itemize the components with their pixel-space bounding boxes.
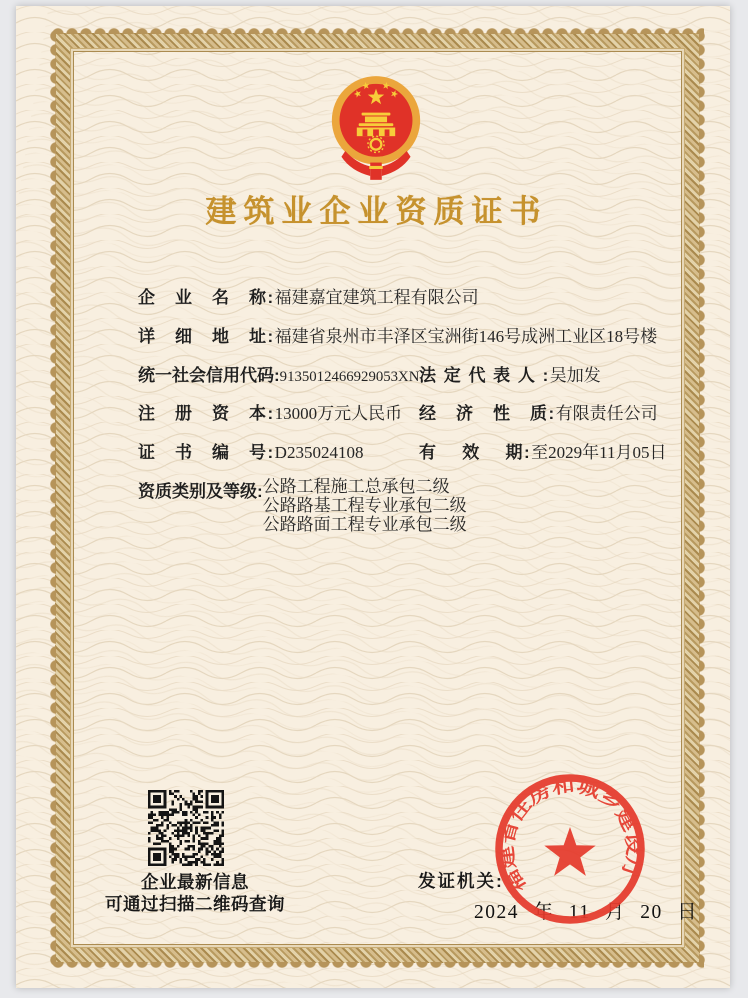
- frame-scallop-right: [699, 29, 707, 967]
- field-row-company-name: [138, 283, 643, 322]
- address-value: 福建省泉州市丰泽区宝洲街146号成洲工业区18号楼: [274, 326, 658, 346]
- legal-rep-label: 法 定 代 表 人 :: [419, 365, 550, 385]
- credit-code-value: 9135012466929053XN: [279, 368, 420, 385]
- field-legal-rep: [419, 361, 601, 386]
- frame-scallop-bottom: [51, 962, 704, 970]
- validity-label: 有 效 期:: [419, 443, 532, 463]
- qualification-line: 公路工程施工总承包二级: [262, 476, 450, 496]
- certificate-title: 建筑业企业资质证书: [205, 194, 548, 229]
- qr-caption-line2: 可通过扫描二维码查询: [105, 893, 285, 914]
- field-economic-nature: [419, 399, 658, 424]
- credit-code-label: 统一社会信用代码:: [138, 365, 280, 385]
- certificate-fields: [138, 283, 667, 534]
- qualifications-label: 资质类别及等级:: [138, 481, 263, 501]
- qr-caption: [76, 872, 314, 915]
- field-row-capital: [138, 399, 658, 438]
- issuing-authority-label: 发证机关:: [418, 871, 504, 891]
- validity-value: 至2029年11月05日: [531, 443, 667, 463]
- field-row-credit-code: [138, 361, 643, 400]
- reg-capital-value: 13000万元人民币: [274, 404, 403, 424]
- reg-capital-label: 注 册 资 本:: [138, 404, 275, 424]
- qualifications-list: [263, 477, 467, 534]
- qualification-line: 公路路面工程专业承包二级: [262, 514, 467, 534]
- cert-number-label: 证 书 编 号:: [138, 443, 275, 463]
- cert-number-value: D235024108: [274, 443, 364, 463]
- field-row-address: [138, 322, 658, 361]
- official-seal: [490, 769, 650, 929]
- company-name-label: 企 业 名 称:: [138, 288, 275, 307]
- economic-nature-label: 经 济 性 质:: [419, 404, 556, 424]
- field-row-qualifications: [138, 477, 643, 534]
- issue-date: 2024 年 11 月 20 日: [474, 902, 699, 923]
- frame-scallop-left: [48, 29, 56, 967]
- seal-text: 福建省住房和城乡建设厅: [495, 774, 645, 897]
- field-row-cert-number: [138, 438, 667, 477]
- address-label: 详 细 地 址:: [138, 326, 275, 346]
- seal-star-icon: [544, 827, 595, 876]
- qr-code: [148, 790, 224, 866]
- legal-rep-value: 吴加发: [549, 365, 601, 385]
- field-validity: [419, 438, 666, 463]
- frame-scallop-top: [51, 26, 704, 34]
- qr-caption-line1: 企业最新信息: [141, 872, 249, 892]
- certificate-paper: [16, 6, 730, 988]
- qualification-line: 公路路基工程专业承包二级: [262, 495, 467, 515]
- china-national-emblem-icon: [328, 74, 424, 182]
- economic-nature-value: 有限责任公司: [555, 404, 658, 424]
- company-name-value: 福建嘉宜建筑工程有限公司: [274, 288, 479, 307]
